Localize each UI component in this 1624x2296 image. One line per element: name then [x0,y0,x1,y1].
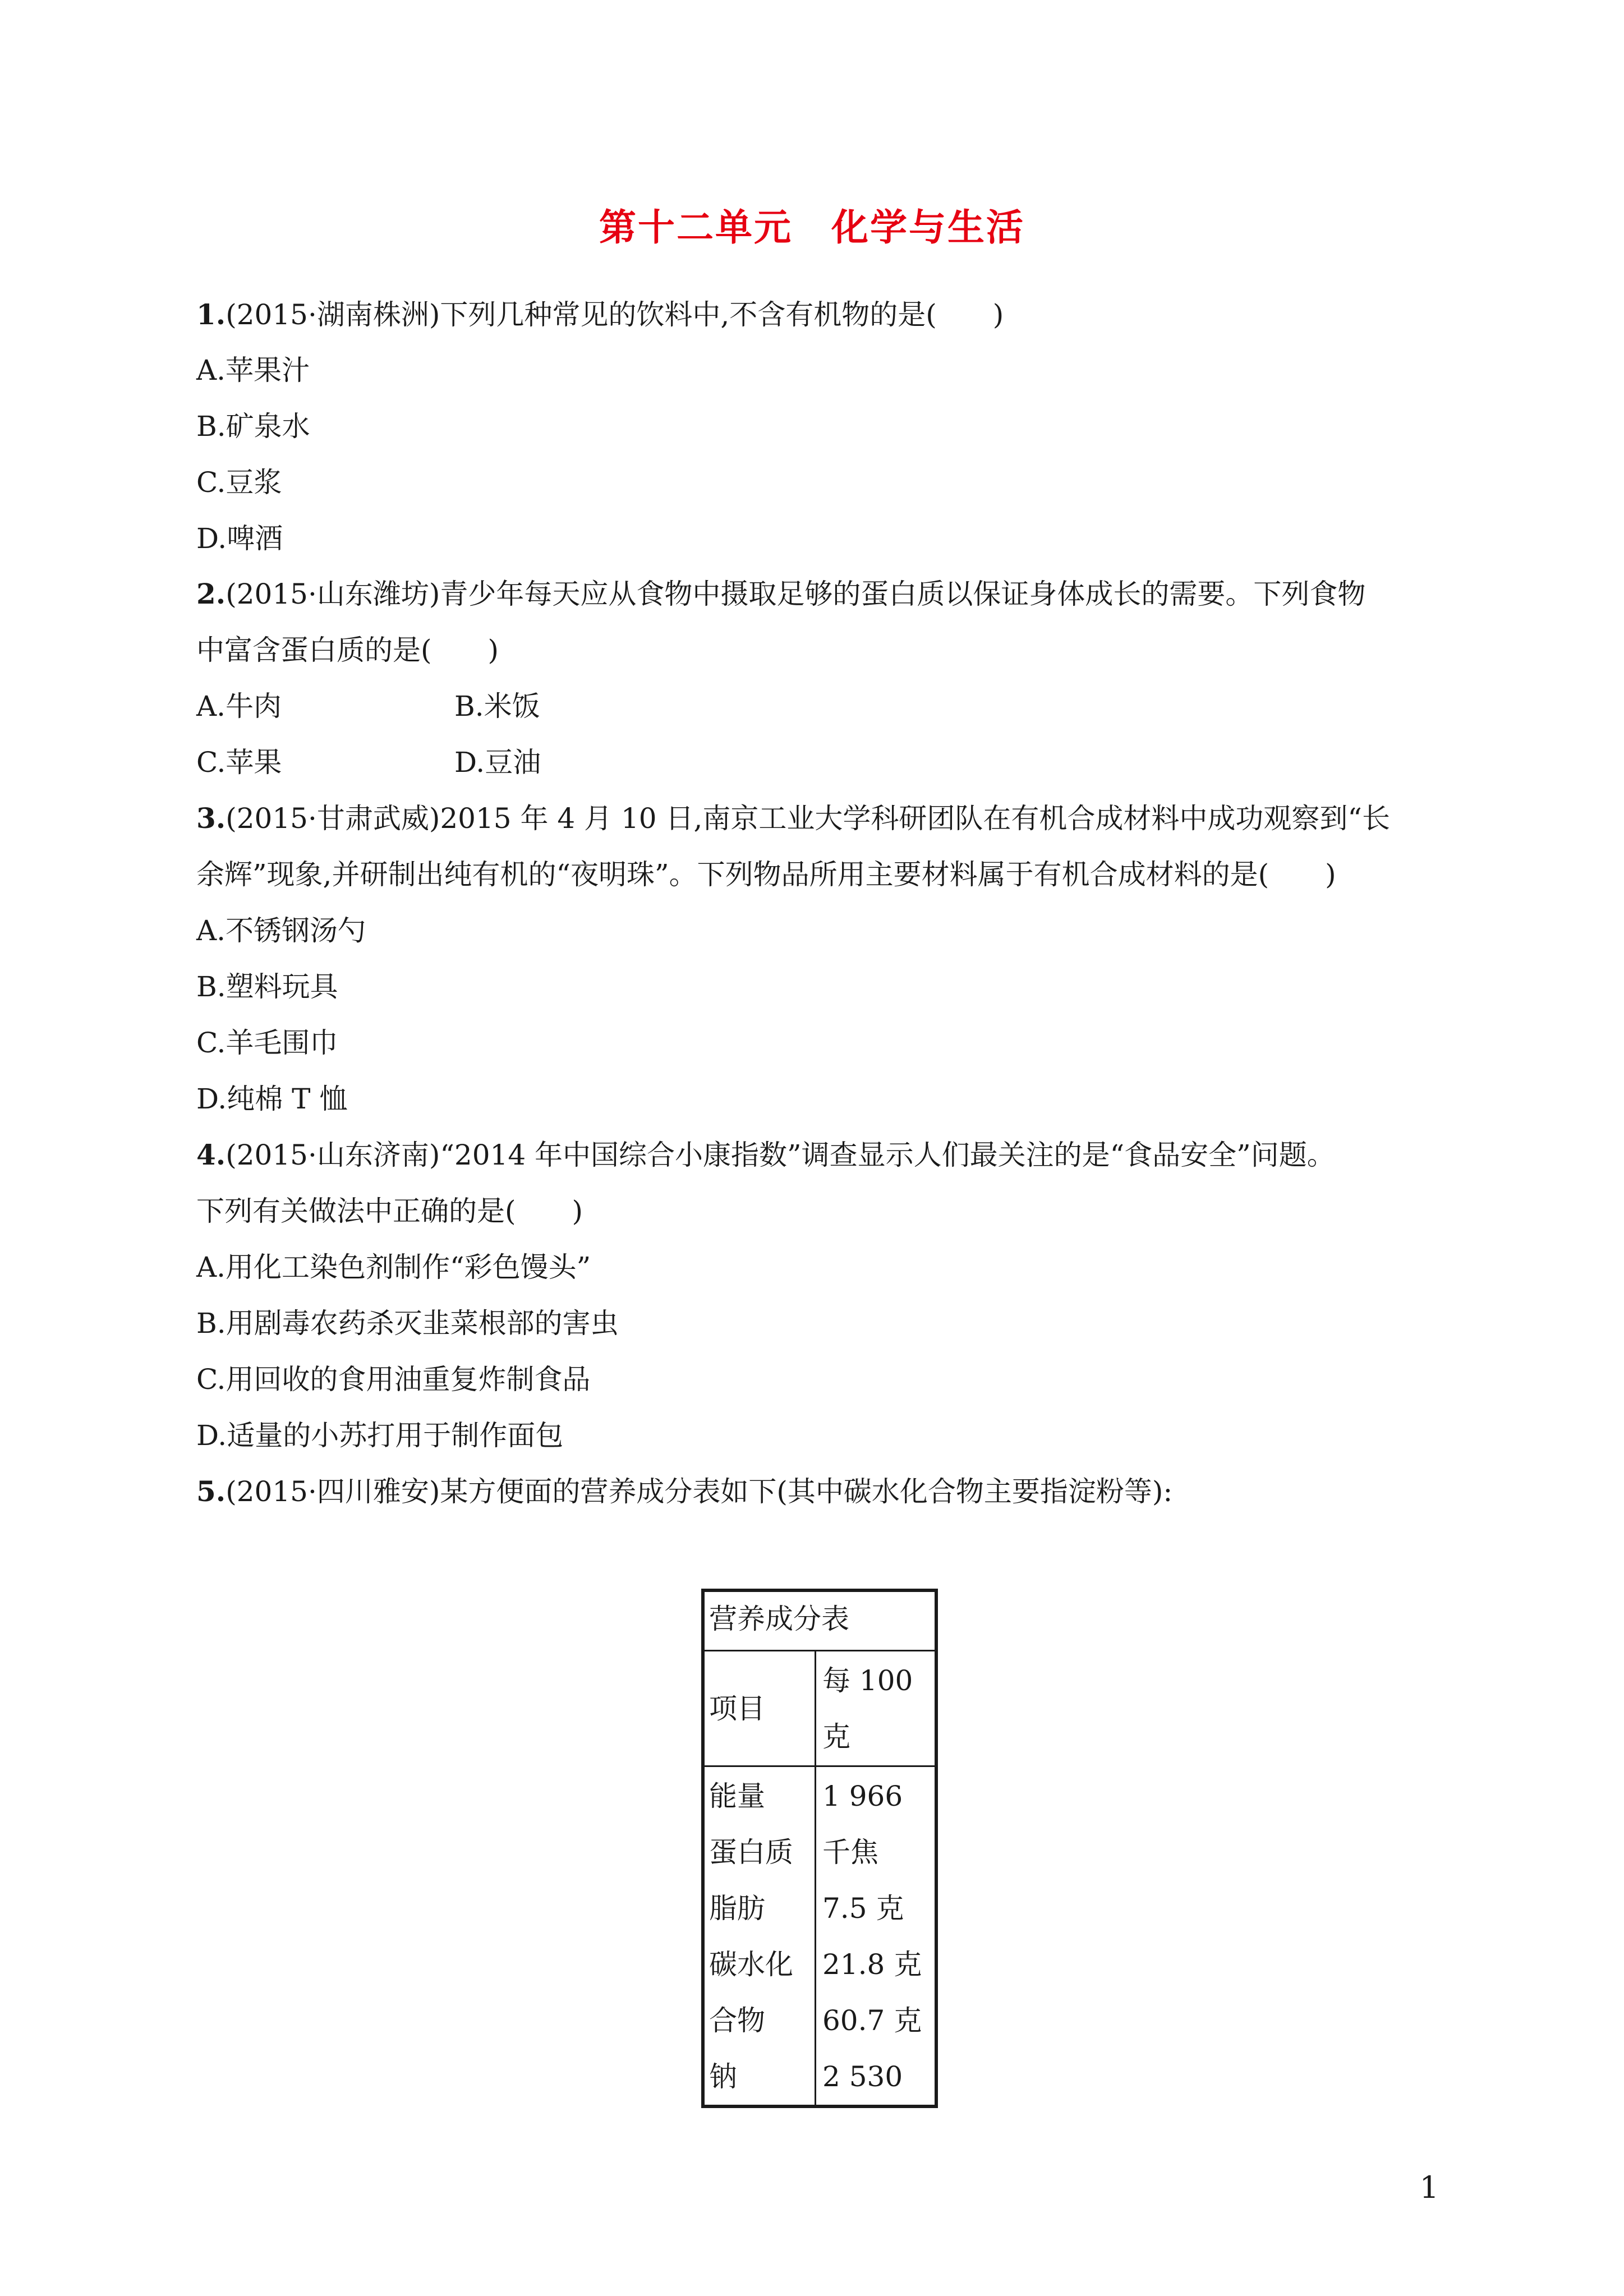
table-item-sodium: 钠 [709,2060,737,2093]
table-header-per-100g: 每 100 [822,1664,913,1697]
question-text: (2015·山东济南)“2014 年中国综合小康指数”调查显示人们最关注的是“食品安全”问题。 [226,1139,1335,1171]
question-5-stem [196,1475,1172,1508]
nutrition-table [701,1589,938,2108]
question-number: 5. [196,1475,226,1508]
question-3-option-c: C.羊毛围巾 [196,1027,338,1059]
question-2-option-b: B.米饭 [454,690,540,723]
table-item-carbohydrate-line-2: 合物 [709,2004,765,2037]
question-4-stem-line-2: 下列有关做法中正确的是( ) [196,1195,583,1227]
question-3-stem [196,802,1390,835]
question-text: (2015·四川雅安)某方便面的营养成分表如下(其中碳水化合物主要指淀粉等): [226,1475,1173,1508]
question-1-stem [196,298,1004,332]
question-3-option-d: D.纯棉 T 恤 [196,1083,348,1115]
question-number: 1. [196,298,226,331]
table-caption-row [705,1592,935,1651]
question-4-option-a: A.用化工染色剂制作“彩色馒头” [196,1251,591,1283]
table-item-energy: 能量 [709,1780,765,1812]
question-2-stem-line-2: 中富含蛋白质的是( ) [196,634,499,666]
question-4-option-c: C.用回收的食用油重复炸制食品 [196,1363,591,1396]
table-item-fat: 脂肪 [709,1892,765,1925]
question-text: (2015·甘肃武威)2015 年 4 月 10 日,南京工业大学科研团队在有机合成材料中成功观察到“长 [226,802,1390,835]
question-3-option-a: A.不锈钢汤勺 [196,914,366,947]
page-number: 1 [1419,2170,1439,2205]
question-number: 4. [196,1138,226,1171]
table-value-carbohydrate: 60.7 克 [822,2004,922,2037]
table-item-protein: 蛋白质 [709,1836,793,1869]
question-2-stem [196,577,1365,611]
question-3-stem-line-2: 余辉”现象,并研制出纯有机的“夜明珠”。下列物品所用主要材料属于有机合成材料的是( ) [196,858,1336,891]
table-header-per-100g-line-2: 克 [822,1720,850,1753]
question-text: (2015·湖南株洲)下列几种常见的饮料中,不含有机物的是( ) [226,298,1004,331]
table-header-row [705,1651,935,1767]
question-4-stem [196,1138,1335,1172]
question-1-option-b: B.矿泉水 [196,410,310,443]
question-number: 2. [196,577,226,610]
table-caption: 营养成分表 [709,1603,849,1635]
question-1-option-d: D.啤酒 [196,522,283,555]
question-4-option-b: B.用剧毒农药杀灭韭菜根部的害虫 [196,1307,619,1340]
table-value-energy-unit: 千焦 [822,1836,878,1869]
question-1-option-c: C.豆浆 [196,466,282,499]
question-2-option-c: C.苹果 [196,746,282,779]
table-value-fat: 21.8 克 [822,1948,922,1981]
table-value-protein: 7.5 克 [822,1892,904,1925]
table-header-item: 项目 [709,1692,765,1725]
question-number: 3. [196,802,226,835]
table-column-divider [815,1651,816,2105]
question-3-option-b: B.塑料玩具 [196,970,338,1003]
question-2-option-a: A.牛肉 [196,690,282,723]
table-item-carbohydrate: 碳水化 [709,1948,793,1981]
question-4-option-d: D.适量的小苏打用于制作面包 [196,1419,564,1452]
question-1-option-a: A.苹果汁 [196,354,310,386]
table-value-sodium: 2 530 [822,2060,903,2093]
page-title: 第十二单元 化学与生活 [599,205,1025,249]
table-value-energy: 1 966 [822,1780,903,1812]
question-text: (2015·山东潍坊)青少年每天应从食物中摄取足够的蛋白质以保证身体成长的需要。下列食物 [226,578,1366,610]
question-2-option-d: D.豆油 [454,746,541,779]
